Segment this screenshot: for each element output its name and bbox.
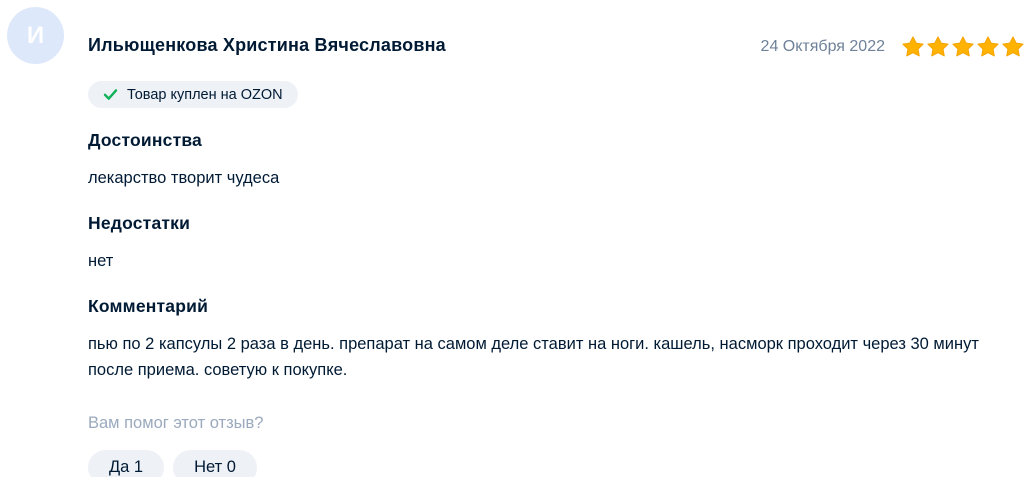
vote-no-button[interactable]: Нет 0 [173,450,257,477]
avatar [7,7,64,64]
pros-text: лекарство творит чудеса [88,169,280,187]
review-header [7,7,1025,64]
avatar-letter: И [26,21,45,49]
helpful-prompt: Вам помог этот отзыв? [88,414,264,432]
check-icon [103,88,118,101]
author-name: Ильющенкова Христина Вячеславовна [88,35,446,55]
cons-text: нет [88,252,114,270]
purchase-verified-badge [88,81,298,108]
comment-text: пью по 2 капсулы 2 раза в день. препарат на самом деле ставит на ноги. кашель, насморк проходит через 30 минут после приема. советую к покупке. [88,335,979,379]
cons-title: Недостатки [88,213,191,233]
review-date: 24 Октября 2022 [760,38,885,55]
vote-row [88,450,1025,477]
star-icon [976,35,1000,59]
star-icon [1001,35,1025,59]
star-icon [901,35,925,59]
review-content [7,64,1025,477]
header-right [761,22,1025,59]
comment-title: Комментарий [88,296,209,316]
badge-label: Товар куплен на OZON [127,86,283,103]
star-rating [901,35,1025,59]
pros-title: Достоинства [88,130,202,150]
header-main [64,7,1025,59]
vote-yes-button[interactable]: Да 1 [88,450,164,477]
star-icon [926,35,950,59]
star-icon [951,35,975,59]
